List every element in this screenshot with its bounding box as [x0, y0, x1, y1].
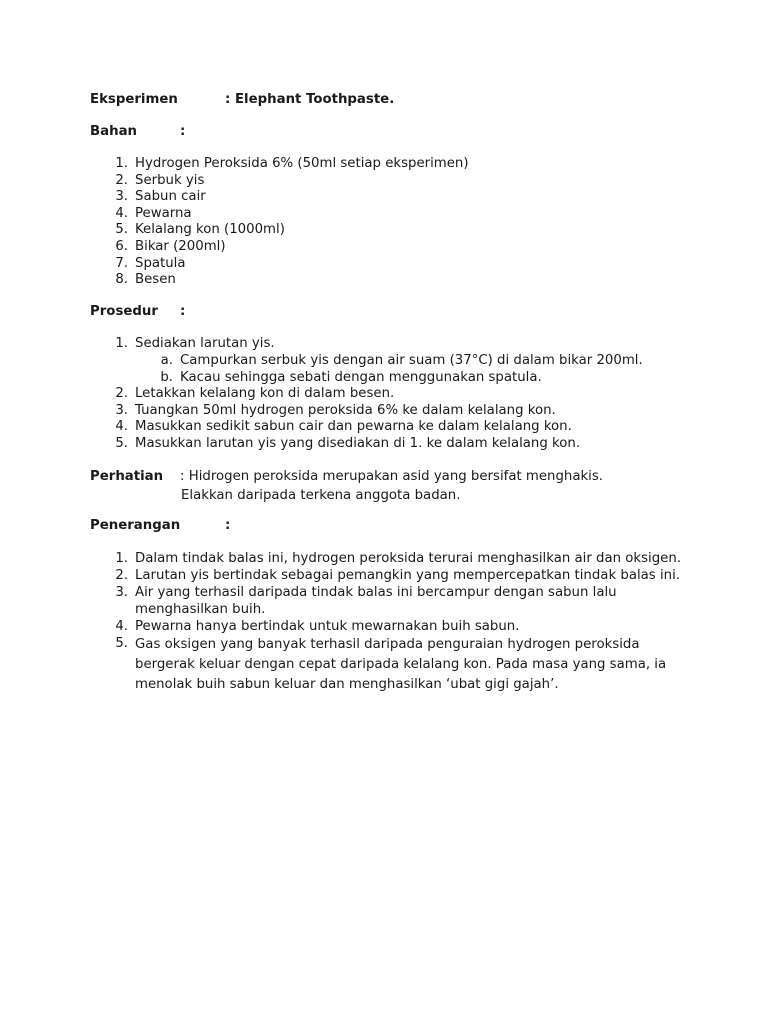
list-item: 3. Tuangkan 50ml hydrogen peroksida 6% ke dalam kelalang kon.: [115, 402, 556, 418]
list-item: 4. Pewarna: [115, 205, 192, 221]
prosedur-label: Prosedur: [90, 304, 158, 319]
penerangan-colon: :: [225, 518, 231, 533]
list-item: 6. Bikar (200ml): [115, 238, 226, 254]
list-item: 3. Sabun cair: [115, 189, 206, 205]
prosedur-sublist: [90, 353, 643, 386]
prosedur-list: [90, 336, 275, 353]
list-item: 2. Letakkan kelalang kon di dalam besen.: [115, 386, 395, 401]
bahan-colon: :: [180, 124, 186, 139]
list-item: 2. Serbuk yis: [115, 172, 205, 188]
eksperimen-title: : Elephant Toothpaste.: [225, 92, 395, 107]
perhatian-label: Perhatian: [90, 469, 164, 484]
penerangan-list: [90, 550, 685, 695]
list-item: 5. Gas oksigen yang banyak terhasil daripada penguraian hydrogen peroksida bergerak keluar dengan cepat daripada kelalang kon. Pada masa yang sama, ia menolak buih sabun keluar dan menghasilkan ‘ubat gigi gajah’.: [115, 636, 667, 692]
list-item: 1. Sediakan larutan yis.: [115, 336, 275, 351]
penerangan-heading: [90, 518, 231, 533]
list-item: 7. Spatula: [115, 255, 186, 271]
list-item: 4. Pewarna hanya bertindak untuk mewarnakan buih sabun.: [115, 619, 520, 634]
list-item: 5. Masukkan larutan yis yang disediakan di 1. ke dalam kelalang kon.: [115, 435, 581, 451]
list-item: 1. Hydrogen Peroksida 6% (50ml setiap eksperimen): [115, 156, 469, 171]
eksperimen-heading: [90, 92, 395, 107]
bahan-label: Bahan: [90, 124, 138, 139]
list-item: 2. Larutan yis bertindak sebagai pemangkin yang mempercepatkan tindak balas ini.: [115, 568, 681, 583]
bahan-list: [90, 156, 469, 289]
eksperimen-label: Eksperimen: [90, 92, 178, 107]
prosedur-colon: :: [180, 304, 186, 319]
list-item: 4. Masukkan sedikit sabun cair dan pewarna ke dalam kelalang kon.: [115, 419, 572, 435]
perhatian-line-1: : Hidrogen peroksida merupakan asid yang bersifat menghakis.: [180, 469, 604, 484]
list-item: b. Kacau sehingga sebati dengan menggunakan spatula.: [160, 369, 542, 385]
bahan-heading: [90, 124, 186, 139]
perhatian-line-2: Elakkan daripada terkena anggota badan.: [181, 488, 461, 503]
prosedur-heading: [90, 304, 186, 319]
list-item: 8. Besen: [115, 272, 176, 288]
prosedur-list-cont: [90, 386, 580, 452]
list-item: 3. Air yang terhasil daripada tindak balas ini bercampur dengan sabun lalu menghasilkan buih.: [115, 585, 617, 617]
list-item: 1. Dalam tindak balas ini, hydrogen peroksida terurai menghasilkan air dan oksigen.: [115, 551, 682, 566]
list-item: 5. Kelalang kon (1000ml): [115, 222, 285, 238]
penerangan-label: Penerangan: [90, 518, 181, 533]
list-item: a. Campurkan serbuk yis dengan air suam (37°C) di dalam bikar 200ml.: [160, 353, 643, 368]
perhatian-body: [180, 467, 603, 505]
